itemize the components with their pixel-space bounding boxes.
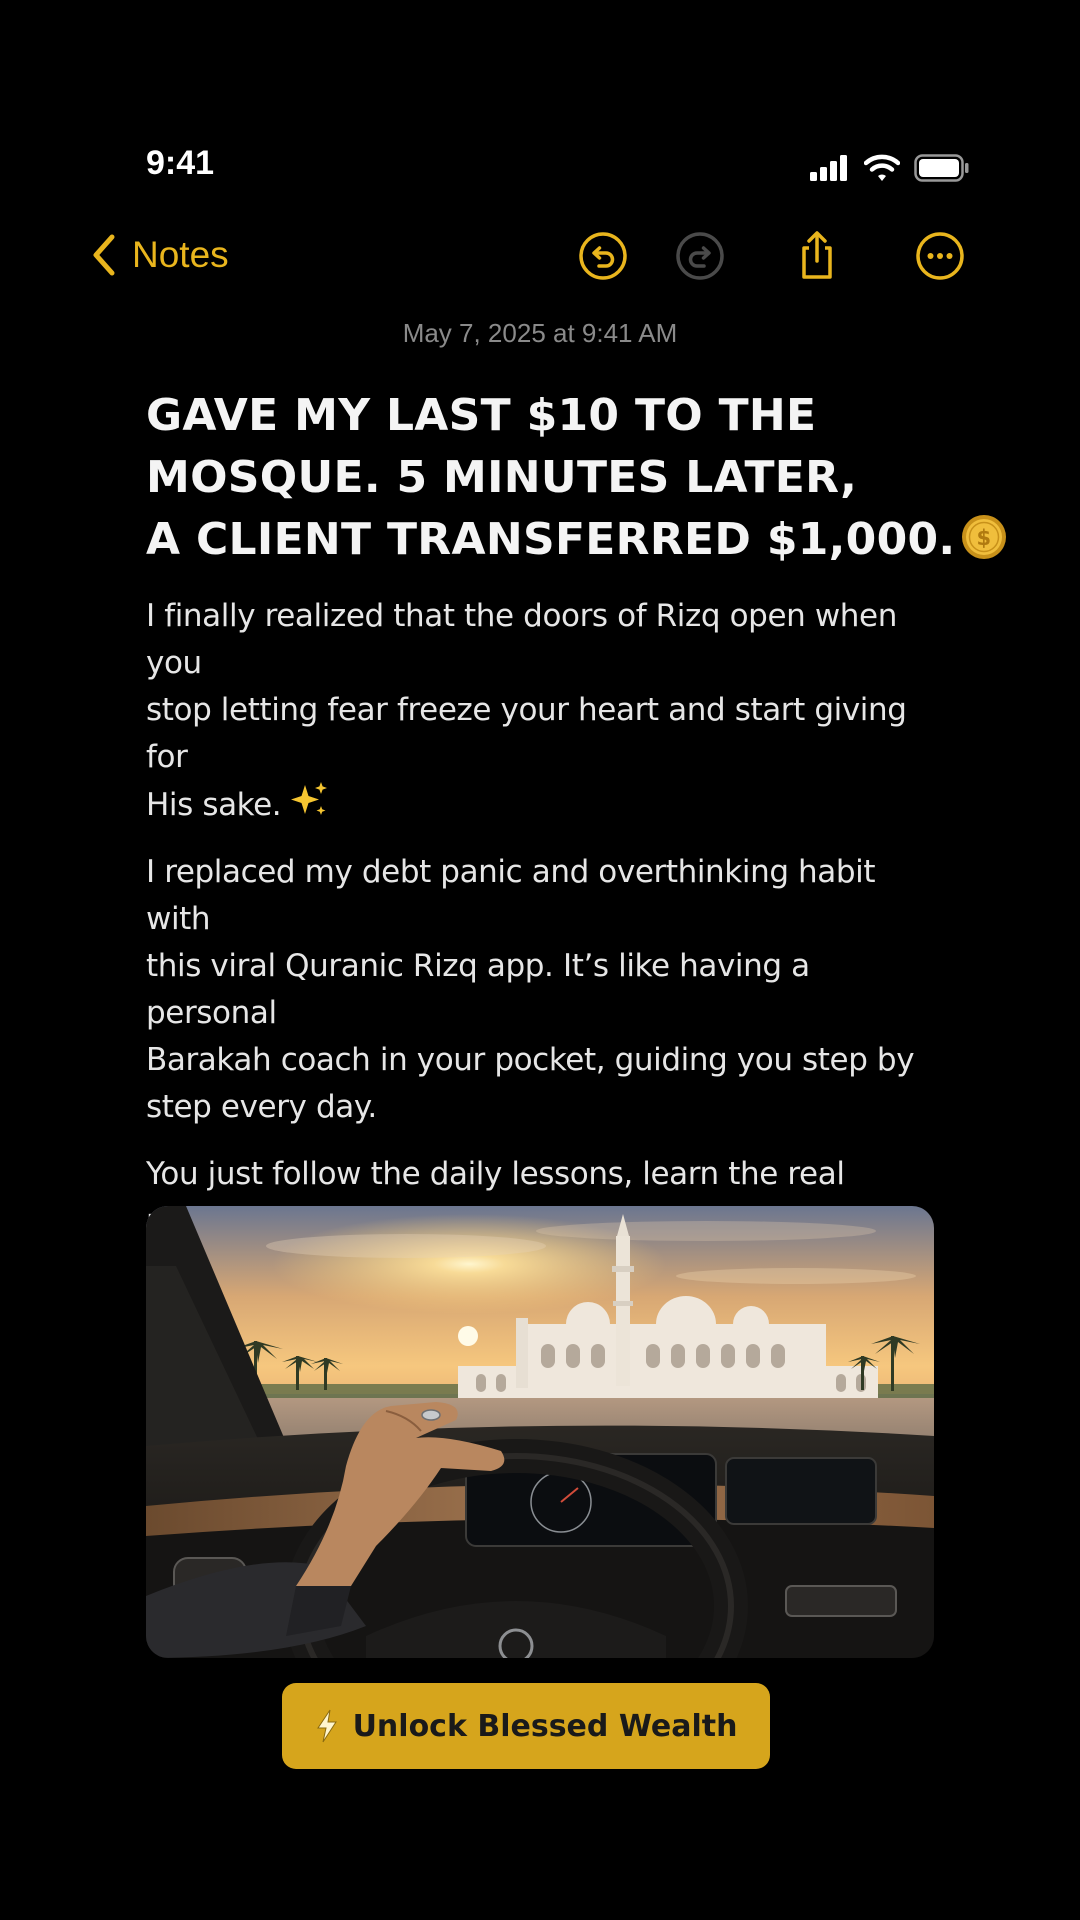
title-line: GAVE MY LAST $10 TO THE <box>146 390 817 441</box>
mosque-car-photo[interactable] <box>146 1206 934 1658</box>
undo-icon[interactable] <box>578 231 628 281</box>
paragraph-1 <box>146 593 946 829</box>
unlock-wealth-button[interactable] <box>282 1683 770 1769</box>
photo-illustration <box>146 1206 934 1658</box>
battery-icon <box>914 154 970 182</box>
more-icon[interactable] <box>915 231 965 281</box>
paragraph-2 <box>146 849 946 1131</box>
text-line: His sake. <box>146 787 282 823</box>
title-line <box>146 509 992 571</box>
note-title <box>146 385 992 571</box>
title-line: MOSQUE. 5 MINUTES LATER, <box>146 452 858 503</box>
wifi-icon <box>864 154 900 182</box>
text-line: stop letting fear freeze your heart and start giving for <box>146 692 907 775</box>
share-icon[interactable] <box>792 231 842 281</box>
note-date: May 7, 2025 at 9:41 AM <box>402 318 678 348</box>
lightning-icon <box>315 1709 339 1743</box>
cellular-signal-icon <box>810 155 850 181</box>
coin-icon <box>961 514 1007 560</box>
text-line: You just follow the daily lessons, learn the real <box>146 1156 845 1192</box>
svg-text:$: $ <box>976 526 992 550</box>
back-label: Notes <box>132 234 229 275</box>
redo-icon[interactable] <box>675 231 725 281</box>
text-line: I finally realized that the doors of Rizq open when you <box>146 598 897 681</box>
nav-bar <box>90 225 970 285</box>
text-line: this viral Quranic Rizq app. It’s like having a personal <box>146 948 810 1031</box>
title-line-text: A CLIENT TRANSFERRED $1,000. <box>146 514 956 565</box>
status-icons <box>810 154 970 182</box>
cta-label: Unlock Blessed Wealth <box>352 1708 738 1744</box>
text-line: I replaced my debt panic and overthinking habit with <box>146 854 876 937</box>
text-line: Barakah coach in your pocket, guiding you step by <box>146 1042 915 1078</box>
text-line: step every day. <box>146 1089 377 1125</box>
nav-actions <box>90 231 970 281</box>
sparkles-icon <box>289 781 329 819</box>
status-bar <box>146 140 970 196</box>
status-time: 9:41 <box>146 144 215 182</box>
